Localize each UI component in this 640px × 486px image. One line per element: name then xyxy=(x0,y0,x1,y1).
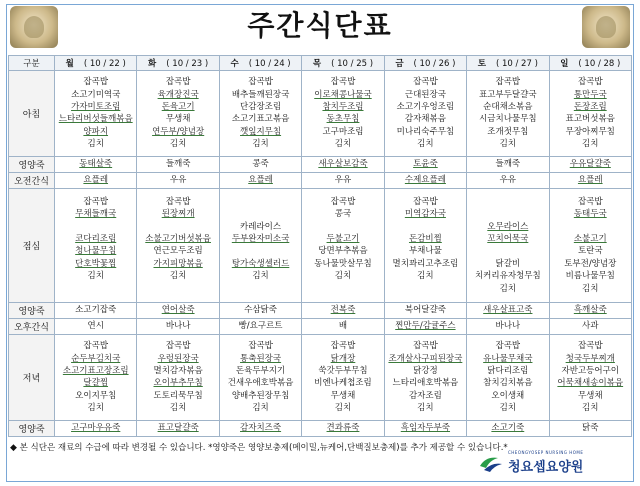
menu-item: 미역감자국 xyxy=(404,209,446,220)
hospital-mark-icon xyxy=(478,452,504,474)
menu-cell xyxy=(467,188,549,302)
menu-cell xyxy=(137,172,219,188)
menu-cell xyxy=(55,71,137,157)
menu-cell xyxy=(467,71,549,157)
day-date: ( 10 / 23 ) xyxy=(166,59,209,69)
day-name: 월 xyxy=(65,59,74,69)
menu-item: 닭갈비 xyxy=(495,258,521,269)
menu-cell xyxy=(549,420,631,436)
menu-item: 우유 xyxy=(169,175,187,186)
menu-cell xyxy=(302,71,384,157)
menu-item: 조개젓무침 xyxy=(487,126,529,137)
menu-item: 김치 xyxy=(252,139,269,150)
menu-cell xyxy=(55,156,137,172)
menu-item xyxy=(302,283,383,295)
menu-item: 연근모두조림 xyxy=(153,246,203,257)
menu-item: 배 xyxy=(338,321,348,332)
menu-item: 미나리숙주무침 xyxy=(396,126,455,137)
menu-cell xyxy=(549,188,631,302)
menu-item: 연어살죽 xyxy=(161,305,195,316)
menu-item: 코다리조림 xyxy=(75,234,117,245)
menu-item: 잡곡밥 xyxy=(83,77,109,88)
meal-row xyxy=(9,303,632,319)
menu-item: 동초무침 xyxy=(326,114,360,125)
menu-cell xyxy=(467,420,549,436)
menu-item: 소고기잡죽 xyxy=(75,305,117,316)
menu-item: 무장아찌무침 xyxy=(565,126,615,137)
menu-item: 무생채 xyxy=(165,114,191,125)
menu-item: 청국두부찌개 xyxy=(565,353,615,364)
day-name: 일 xyxy=(560,59,569,69)
menu-item xyxy=(220,208,301,220)
meal-row xyxy=(9,71,632,157)
menu-item: 토란국 xyxy=(577,246,603,257)
menu-cell xyxy=(549,172,631,188)
menu-item: 요플레 xyxy=(248,175,273,186)
menu-item: 고구마조림 xyxy=(322,126,364,137)
menu-item: 김치 xyxy=(252,403,269,414)
menu-item: 멸치꽈리고추조림 xyxy=(392,258,459,269)
menu-item: 돈장조림 xyxy=(573,102,607,113)
menu-item: 김치 xyxy=(499,403,517,414)
menu-item: 육개장진국 xyxy=(157,89,199,100)
menu-cell xyxy=(467,319,549,335)
menu-item: 통만두국 xyxy=(573,89,607,100)
menu-item: 치커리유자청무침 xyxy=(474,271,541,282)
menu-cell xyxy=(219,71,301,157)
menu-item: 잡곡밥 xyxy=(577,77,603,88)
menu-cell xyxy=(384,71,466,157)
menu-item: 김치 xyxy=(87,403,104,414)
menu-item: 무생채 xyxy=(330,390,356,401)
menu-item: 느타리애호박볶음 xyxy=(392,378,459,389)
menu-item xyxy=(467,245,548,257)
menu-item: 무생채 xyxy=(577,390,603,401)
meal-row xyxy=(9,420,632,436)
menu-item: 소고기표고볶음 xyxy=(231,114,290,125)
menu-item: 멸치감자볶음 xyxy=(153,366,203,377)
menu-cell xyxy=(302,319,384,335)
menu-item: 김치 xyxy=(417,403,434,414)
menu-item: 돈육고기 xyxy=(161,102,195,113)
menu-item: 토부전/양념장 xyxy=(564,258,617,269)
menu-cell xyxy=(219,156,301,172)
menu-item xyxy=(302,221,383,233)
hospital-logo xyxy=(478,450,628,478)
menu-item: 오무라이스 xyxy=(487,221,529,232)
meal-row xyxy=(9,319,632,335)
menu-cell xyxy=(55,172,137,188)
menu-item: 김치 xyxy=(169,139,187,150)
menu-item: 돈감비찜 xyxy=(408,234,442,245)
menu-item: 두불고기 xyxy=(326,234,360,245)
day-name: 금 xyxy=(395,59,404,69)
header-row xyxy=(9,56,632,71)
menu-item: 표고버섯볶음 xyxy=(565,114,615,125)
menu-item: 김치 xyxy=(334,139,352,150)
menu-item: 조개살사구피된장국 xyxy=(388,353,463,364)
menu-item: 두부완자미소국 xyxy=(231,234,290,245)
menu-item xyxy=(385,283,466,295)
menu-item: 시금치나물무침 xyxy=(479,114,537,125)
menu-item xyxy=(55,283,136,295)
menu-item: 자반고등어구이 xyxy=(561,366,619,377)
menu-item: 우유 xyxy=(334,175,352,186)
menu-cell xyxy=(302,335,384,421)
menu-item: 오이생채 xyxy=(491,390,525,401)
day-name: 수 xyxy=(230,59,239,69)
menu-item: 잡곡밥 xyxy=(413,77,438,88)
menu-item: 깻잎지무침 xyxy=(240,126,282,137)
menu-item: 토윤죽 xyxy=(413,159,438,170)
menu-item: 김치 xyxy=(334,271,352,282)
menu-item: 김치 xyxy=(499,139,517,150)
menu-item: 카레라이스 xyxy=(240,221,282,232)
menu-item: 근대된장국 xyxy=(404,89,446,100)
menu-cell xyxy=(219,188,301,302)
menu-cell xyxy=(384,420,466,436)
menu-cell xyxy=(467,335,549,421)
menu-cell xyxy=(467,172,549,188)
menu-cell xyxy=(55,420,137,436)
menu-item: 김치 xyxy=(582,283,599,294)
header-day-4 xyxy=(384,56,466,71)
meal-row xyxy=(9,335,632,421)
day-date: ( 10 / 24 ) xyxy=(248,59,291,69)
menu-item: 김치 xyxy=(417,139,434,150)
menu-cell xyxy=(549,335,631,421)
menu-cell xyxy=(137,335,219,421)
menu-item: 콩국 xyxy=(334,209,352,220)
menu-item: 소고기미역국 xyxy=(71,89,121,100)
meal-label: 영양죽 xyxy=(9,420,55,436)
menu-cell xyxy=(137,156,219,172)
menu-cell xyxy=(549,71,631,157)
menu-item: 우유달걀죽 xyxy=(569,159,611,170)
meal-row xyxy=(9,188,632,302)
menu-item: 잡곡밥 xyxy=(248,77,273,88)
page-title: 주간식단표 xyxy=(247,9,393,42)
menu-item: 탕가숙생셀러드 xyxy=(231,258,290,269)
menu-item: 감자조림 xyxy=(408,390,442,401)
menu-cell xyxy=(549,156,631,172)
menu-cell xyxy=(384,188,466,302)
menu-cell xyxy=(549,319,631,335)
menu-item: 잡곡밥 xyxy=(413,341,438,352)
menu-item: 유나물무채국 xyxy=(483,353,533,364)
menu-item: 흑깨살죽 xyxy=(573,305,607,316)
menu-cell xyxy=(219,319,301,335)
menu-item: 달걀찜 xyxy=(83,378,109,389)
menu-item xyxy=(137,221,218,233)
menu-item: 연두부/양념장 xyxy=(152,126,205,137)
footer-note xyxy=(10,441,508,453)
menu-item: 빵/요구르트 xyxy=(238,321,283,332)
menu-item: 김치 xyxy=(252,271,269,282)
meal-row xyxy=(9,172,632,188)
menu-item: 참치두조림 xyxy=(322,102,364,113)
header-day-0 xyxy=(55,56,137,71)
menu-cell xyxy=(384,335,466,421)
menu-item: 소불고기 xyxy=(573,234,607,245)
menu-item: 연시 xyxy=(87,321,104,332)
menu-cell xyxy=(137,188,219,302)
menu-item: 잡곡밥 xyxy=(83,341,109,352)
meal-label: 영양죽 xyxy=(9,303,55,319)
menu-item: 단호박꽃찜 xyxy=(75,258,117,269)
menu-item: 잡곡밥 xyxy=(330,341,356,352)
menu-item: 표고달걀죽 xyxy=(157,423,199,434)
menu-item: 통축된장국 xyxy=(240,353,282,364)
menu-item: 수제요플레 xyxy=(404,175,446,186)
menu-item: 요플레 xyxy=(577,175,603,186)
menu-item xyxy=(55,221,136,233)
meal-label: 점심 xyxy=(9,188,55,302)
header-day-1 xyxy=(137,56,219,71)
menu-item: 닭다리조림 xyxy=(487,366,529,377)
menu-item: 잡곡밥 xyxy=(165,196,191,207)
menu-item: 흑임자두부죽 xyxy=(400,423,451,434)
day-name: 화 xyxy=(148,59,157,69)
menu-cell xyxy=(55,335,137,421)
hospital-name: 청요셉요양원 xyxy=(508,460,584,475)
menu-item: 무채들깨국 xyxy=(75,209,117,220)
day-date: ( 10 / 28 ) xyxy=(578,59,621,69)
menu-cell xyxy=(384,319,466,335)
menu-item: 소불고기버섯볶음 xyxy=(145,234,211,245)
menu-cell xyxy=(137,319,219,335)
menu-item: 사과 xyxy=(582,321,599,332)
header-day-6 xyxy=(549,56,631,71)
menu-item: 고구마우유죽 xyxy=(71,423,121,434)
meal-label: 영양죽 xyxy=(9,156,55,172)
menu-item: 견과류죽 xyxy=(326,423,360,434)
menu-item: 잡곡밥 xyxy=(165,77,191,88)
menu-cell xyxy=(137,420,219,436)
menu-item: 새우살보감죽 xyxy=(318,159,368,170)
menu-cell xyxy=(302,156,384,172)
menu-item: 어묵채새송이볶음 xyxy=(557,378,624,389)
menu-item: 김치 xyxy=(87,139,104,150)
menu-item: 우렁된장국 xyxy=(157,353,199,364)
menu-item: 소고기표고장조림 xyxy=(62,366,129,377)
menu-item: 당면부추볶음 xyxy=(318,246,368,257)
menu-cell xyxy=(467,303,549,319)
meal-row xyxy=(9,156,632,172)
diamond-icon: ◆ xyxy=(10,443,17,453)
menu-item: 양배추된장무침 xyxy=(231,390,290,401)
menu-item: 김치 xyxy=(582,139,599,150)
menu-item: 잡곡밥 xyxy=(495,341,521,352)
menu-item: 잡곡밥 xyxy=(330,196,356,207)
menu-cell xyxy=(137,71,219,157)
menu-item: 들깨죽 xyxy=(495,159,521,170)
menu-item: 표고부두달걀국 xyxy=(479,89,537,100)
menu-item: 잡곡밥 xyxy=(577,341,603,352)
menu-item: 단감장조림 xyxy=(240,102,282,113)
menu-item: 동태두국 xyxy=(573,209,607,220)
menu-cell xyxy=(219,303,301,319)
menu-item: 소고기죽 xyxy=(491,423,525,434)
menu-cell xyxy=(302,303,384,319)
menu-item: 순대채소볶음 xyxy=(483,102,533,113)
hospital-english-name: CHEONGYOSEP NURSING HOME xyxy=(508,450,584,455)
menu-cell xyxy=(302,188,384,302)
note-text: 본 식단은 재료의 수급에 따라 변경될 수 있습니다. *영양죽은 영양보충제(메이밀,뉴케어,단백질보충제)를 추가 제공할 수 있습니다.* xyxy=(19,443,508,453)
header-day-3 xyxy=(302,56,384,71)
menu-item: 오이부추무침 xyxy=(153,378,203,389)
day-date: ( 10 / 22 ) xyxy=(83,59,126,69)
menu-item: 잡곡밥 xyxy=(577,196,603,207)
menu-item: 오이지무침 xyxy=(75,390,117,401)
menu-cell xyxy=(302,420,384,436)
menu-item: 잡곡밥 xyxy=(248,341,273,352)
menu-item xyxy=(137,283,218,295)
menu-cell xyxy=(219,420,301,436)
menu-item: 수삼닭죽 xyxy=(244,305,277,316)
menu-item: 건새우애호박볶음 xyxy=(227,378,294,389)
menu-item: 동나물맛살무침 xyxy=(314,258,372,269)
menu-item: 김치 xyxy=(582,403,599,414)
menu-item: 참치김치볶음 xyxy=(483,378,533,389)
menu-item: 잡곡밥 xyxy=(165,341,191,352)
menu-cell xyxy=(137,303,219,319)
menu-item: 가지피망볶음 xyxy=(153,258,203,269)
menu-item xyxy=(467,208,548,220)
meal-label: 오전간식 xyxy=(9,172,55,188)
menu-item: 청나물무침 xyxy=(75,246,117,257)
menu-item: 도토리묵무침 xyxy=(153,390,203,401)
meal-label: 아침 xyxy=(9,71,55,157)
menu-cell xyxy=(549,303,631,319)
day-date: ( 10 / 26 ) xyxy=(413,59,456,69)
menu-cell xyxy=(219,172,301,188)
day-name: 목 xyxy=(312,59,322,69)
meal-label: 오후간식 xyxy=(9,319,55,335)
menu-cell xyxy=(384,303,466,319)
menu-item: 새우살표고죽 xyxy=(483,305,533,316)
day-date: ( 10 / 27 ) xyxy=(495,59,538,69)
menu-item: 김치 xyxy=(87,271,104,282)
menu-item: 느타리버섯들깨볶음 xyxy=(58,114,133,125)
header-day-2 xyxy=(219,56,301,71)
menu-item: 찐만두/감귤주스 xyxy=(395,321,456,332)
menu-item xyxy=(220,245,301,257)
weekly-menu-table xyxy=(8,55,632,437)
menu-item: 잡곡밥 xyxy=(83,196,109,207)
menu-item: 꼬치어묵국 xyxy=(487,234,529,245)
menu-item: 김치 xyxy=(169,403,187,414)
menu-item: 양파지 xyxy=(83,126,109,137)
menu-item: 바나나 xyxy=(165,321,191,332)
menu-item: 김치 xyxy=(417,271,434,282)
menu-cell xyxy=(384,156,466,172)
header-label: 구분 xyxy=(9,56,55,71)
menu-item: 잡곡밥 xyxy=(413,196,438,207)
menu-item xyxy=(467,196,548,208)
menu-item: 잡곡밥 xyxy=(495,77,521,88)
menu-item: 닭개장 xyxy=(330,353,356,364)
menu-item: 전복죽 xyxy=(330,305,356,316)
meal-label: 저녁 xyxy=(9,335,55,421)
menu-cell xyxy=(467,156,549,172)
menu-cell xyxy=(55,303,137,319)
menu-cell xyxy=(302,172,384,188)
menu-item: 닭죽 xyxy=(582,423,599,434)
menu-item: 잡곡밥 xyxy=(330,77,356,88)
menu-cell xyxy=(219,335,301,421)
menu-item: 순두부김치국 xyxy=(71,353,121,364)
menu-item: 김치 xyxy=(334,403,352,414)
day-name: 토 xyxy=(477,59,486,69)
menu-item: 동태살죽 xyxy=(79,159,113,170)
menu-item: 김치 xyxy=(169,271,187,282)
menu-item: 된장찌개 xyxy=(161,209,195,220)
menu-item: 배추들깨된장국 xyxy=(231,89,290,100)
menu-item xyxy=(550,221,631,233)
menu-item: 김치 xyxy=(499,283,517,294)
menu-item: 비엔나케첩조림 xyxy=(314,378,372,389)
menu-item: 감자채볶음 xyxy=(404,114,446,125)
menu-item: 소고기우엉조림 xyxy=(396,102,455,113)
menu-item: 닭강정 xyxy=(413,366,438,377)
menu-item: 들깨죽 xyxy=(165,159,191,170)
menu-body xyxy=(9,71,632,437)
day-date: ( 10 / 25 ) xyxy=(331,59,374,69)
menu-item: 돈육두부지기 xyxy=(235,366,286,377)
menu-item: 요플레 xyxy=(83,175,109,186)
menu-item: 북어달걀죽 xyxy=(404,305,446,316)
header-day-5 xyxy=(467,56,549,71)
menu-item: 감자치즈죽 xyxy=(240,423,282,434)
menu-item: 가자미토조림 xyxy=(71,102,121,113)
menu-cell xyxy=(384,172,466,188)
menu-item xyxy=(220,283,301,295)
menu-item xyxy=(220,196,301,208)
menu-item: 이로채콩나물국 xyxy=(314,89,372,100)
menu-item xyxy=(385,221,466,233)
menu-item: 콩죽 xyxy=(252,159,269,170)
menu-item: 바나나 xyxy=(495,321,521,332)
menu-item: 우유 xyxy=(499,175,517,186)
menu-item: 비름나물무침 xyxy=(565,271,615,282)
menu-item: 부채나물 xyxy=(408,246,442,257)
menu-item: 쑥갓두부무침 xyxy=(318,366,368,377)
menu-cell xyxy=(55,319,137,335)
menu-cell xyxy=(55,188,137,302)
